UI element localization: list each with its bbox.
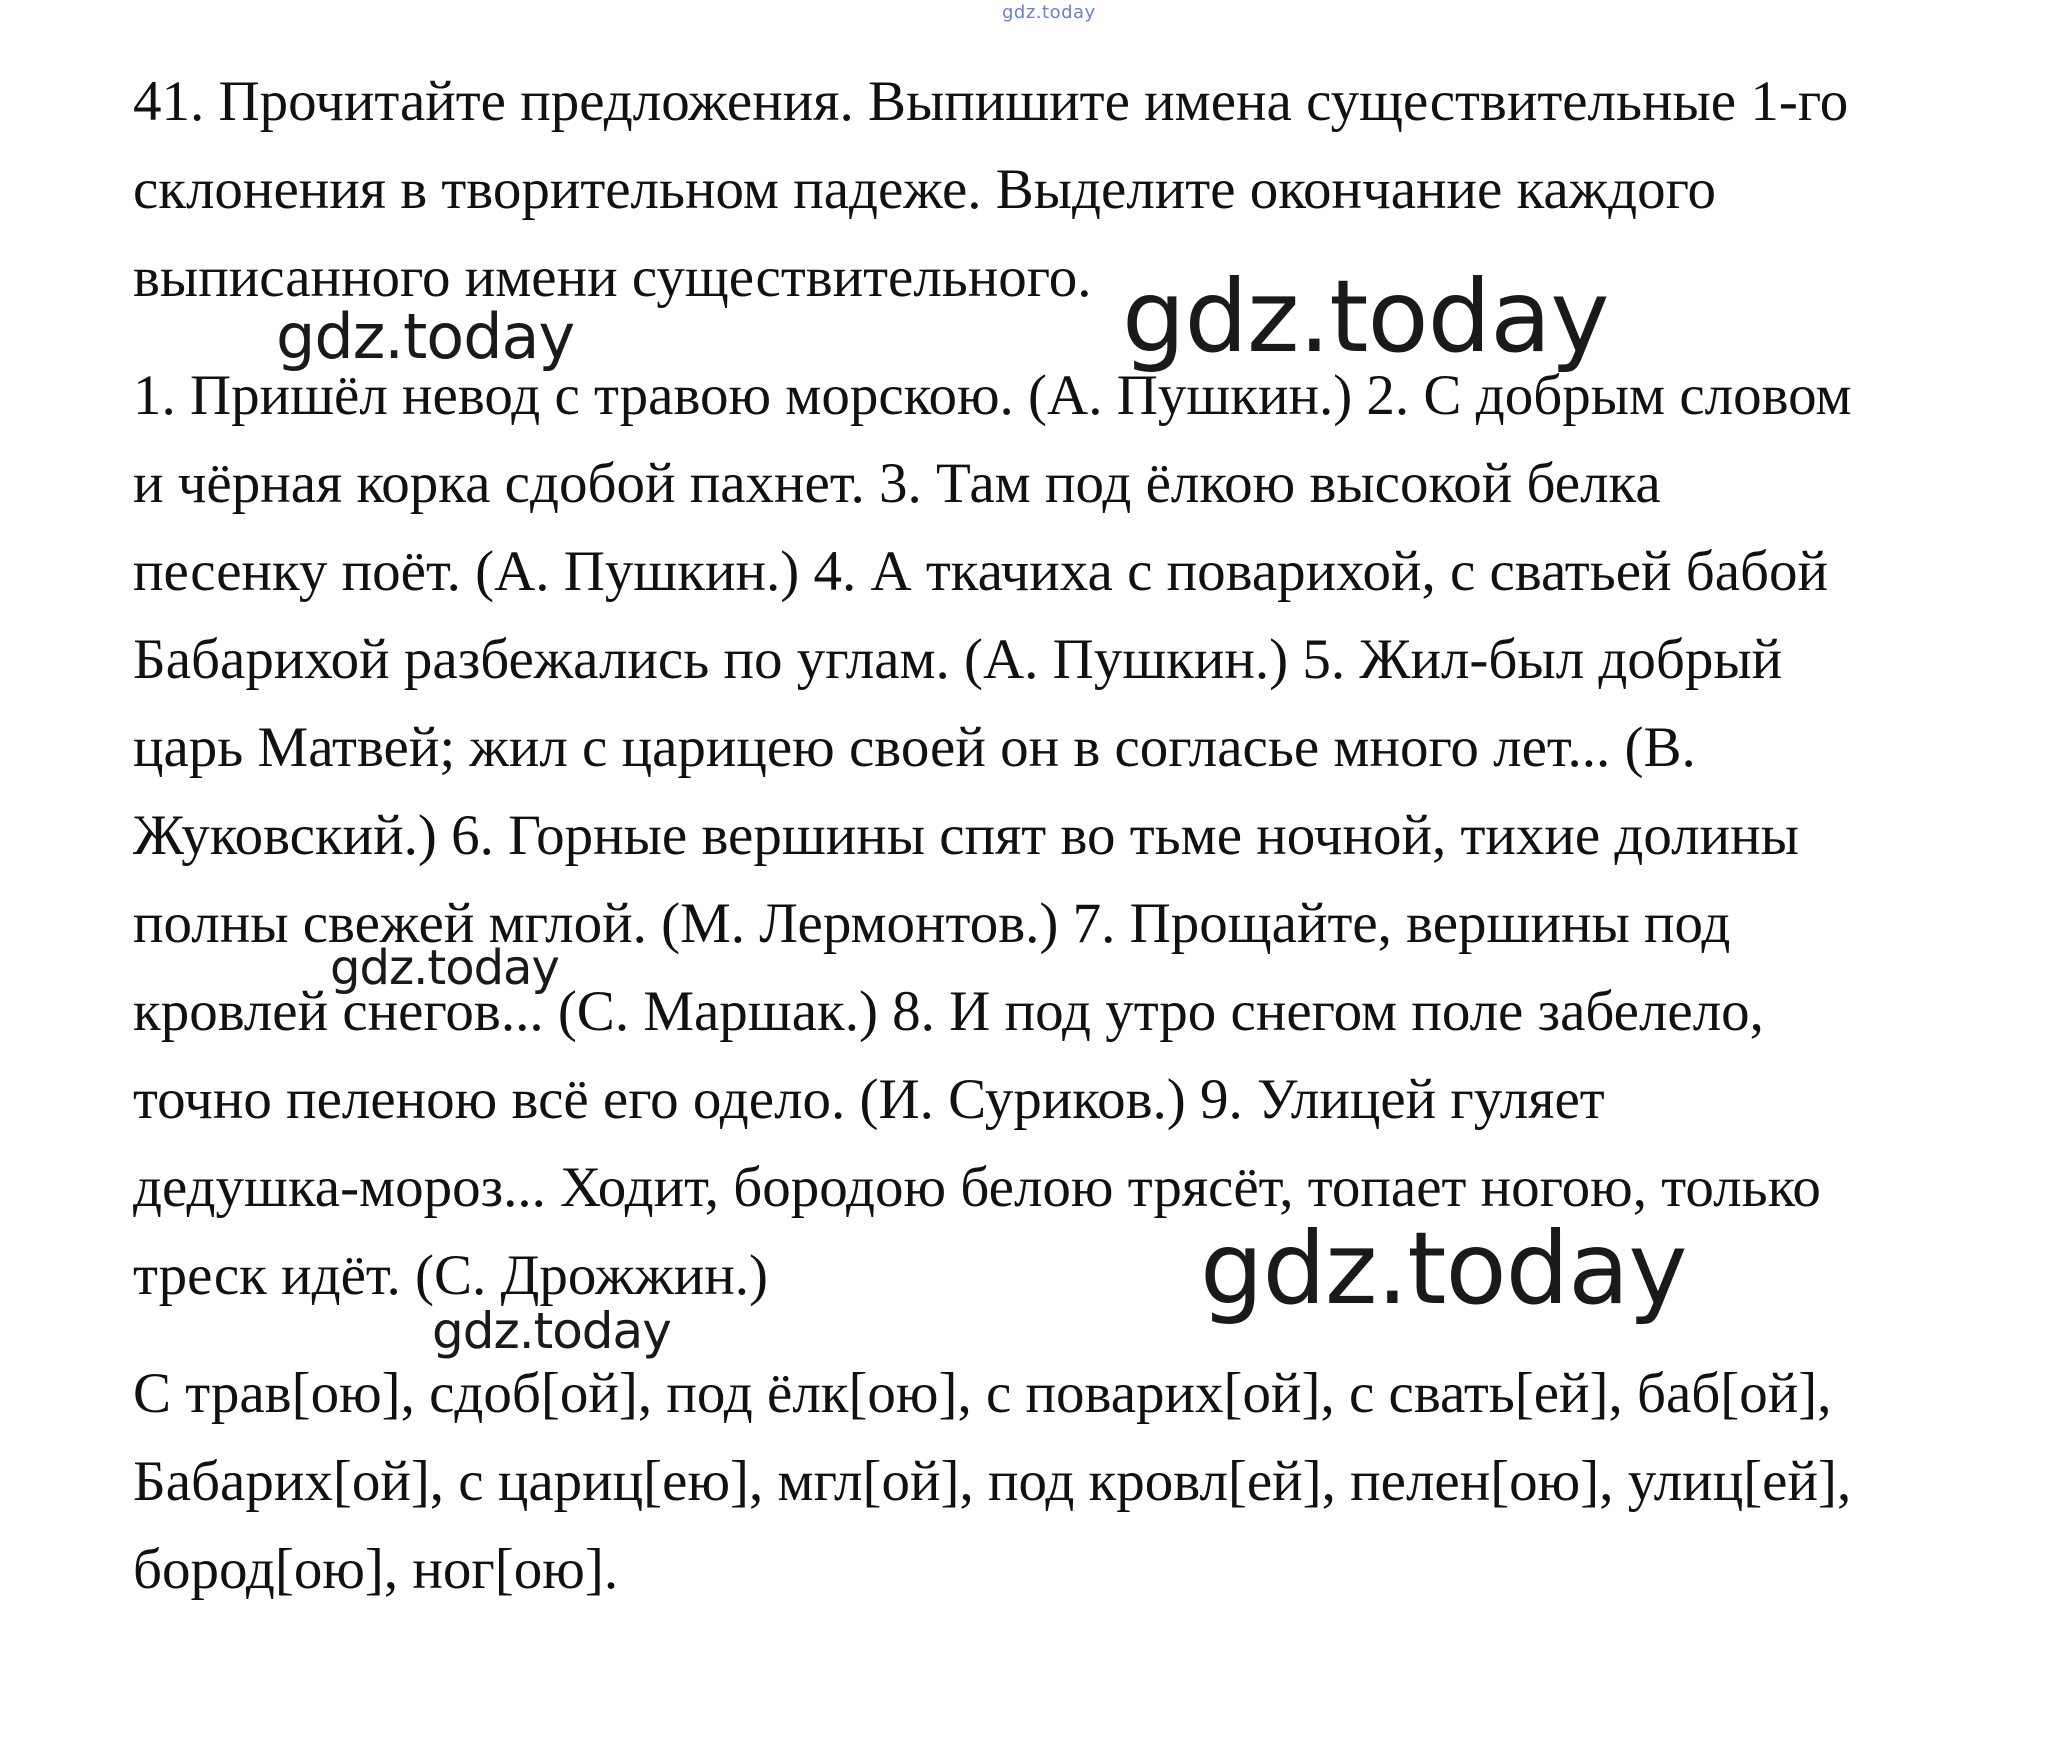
site-mark: gdz.today [1002,2,1096,23]
answer-text: С трав[ою], сдоб[ой], под ёлк[ою], с поварих[ой], с свать[ей], баб[ой], Бабарих[ой], с цариц[ею], мгл[ой], под кровл[ей], пелен[ою], улиц[ей], бород[ою], ног[ою]. [133,1362,1852,1601]
task-instruction: 41. Прочитайте предложения. Выпишите имена существительные 1-го склонения в творительном падеже. Выделите окончание каждого выписанного имени существительного. [133,70,1849,309]
watermark: gdz.today [330,940,559,996]
watermark: gdz.today [276,300,575,373]
watermark: gdz.today [1200,1210,1687,1327]
watermark: gdz.today [1122,258,1609,375]
exercise-sentences: 1. Пришёл невод с травою морскою. (А. Пушкин.) 2. С добрым словом и чёрная корка сдобой пахнет. 3. Там под ёлкою высокой белка песенку поёт. (А. Пушкин.) 4. А ткачиха с поварихой, с сватьей бабой Бабарихой разбежались по углам. (А. Пушкин.) 5. Жил-был добрый царь Матвей; жил с царицею своей он в согласье много лет... (В. Жуковский.) 6. Горные вершины спят во тьме ночной, тихие долины полны свежей мглой. (М. Лермонтов.) 7. Прощайте, вершины под кровлей снегов... (С. Маршак.) 8. И под утро снегом поле забелело, точно пеленою всё его одело. (И. Суриков.) 9. Улицей гуляет дедушка-мороз... Ходит, бородою белою трясёт, топает ногою, только треск идёт. (С. Дрожжин.) [133,364,1852,1307]
watermark: gdz.today [432,1302,671,1360]
